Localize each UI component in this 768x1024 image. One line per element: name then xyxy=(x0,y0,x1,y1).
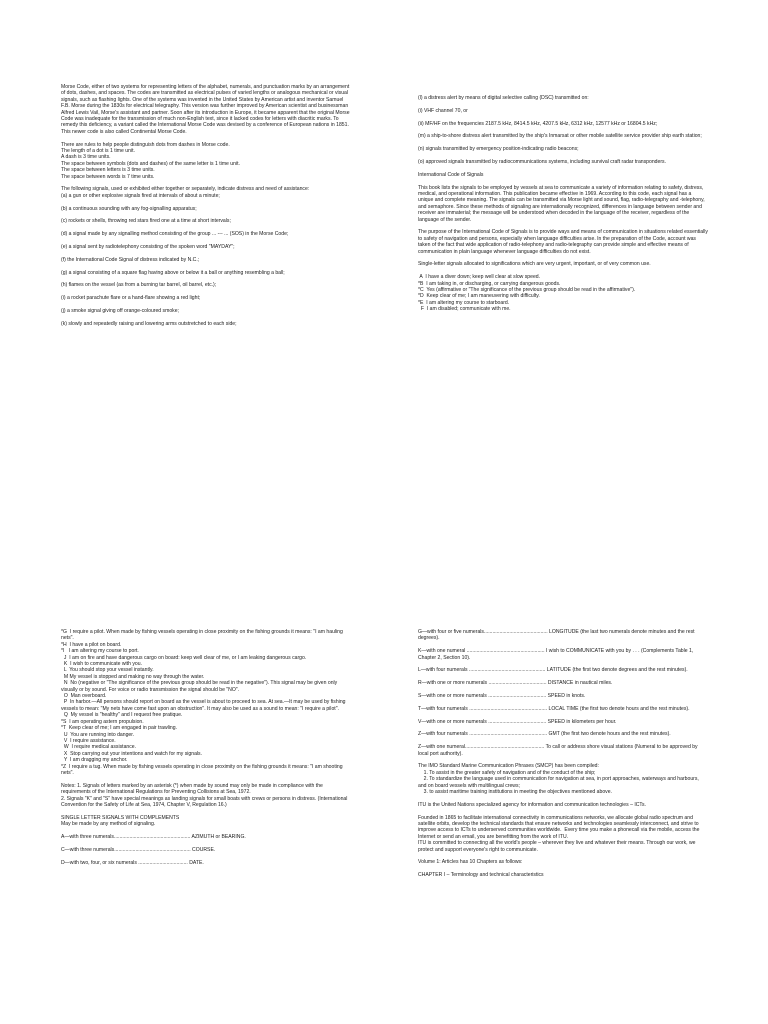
smcp-objectives: The IMO Standard Marine Communication Phrases (SMCP) has been compiled: 1. To assist in the greater safety of navigation and of the conduct of the ship; 2. To standardize the language used in communication for navigation at sea, in port approaches, waterways and harbours, and on board vessels with multilingual crews; 3. to assist maritime training institutions in meeting the objectives mentioned above. xyxy=(418,763,699,796)
complement-c: C—with three numerals...................................................... COURSE. xyxy=(61,846,216,853)
single-letter-intro: Single-letter signals allocated to significations which are very urgent, important, or of very common use. xyxy=(418,261,651,268)
distress-signal-g: (g) a signal consisting of a square flag having above or below it a ball or anything resembling a ball; xyxy=(61,269,285,276)
top-left-column xyxy=(61,84,351,327)
top-right-column xyxy=(418,95,708,313)
complement-v: V—with one or more numerals ......................................... SPEED in kilometers per hour. xyxy=(418,718,617,725)
volume-chapters-intro: Volume 1: Articles has 10 Chapters as follows: xyxy=(418,859,523,866)
distress-signal-j: (j) a smoke signal giving off orange-coloured smoke; xyxy=(61,308,179,315)
bottom-right-column xyxy=(418,629,708,879)
distress-signal-o: (o) approved signals transmitted by radiocommunications systems, including survival craft radar transponders. xyxy=(418,158,667,165)
itu-history: Founded in 1865 to facilitate international connectivity in communications networks, we allocate global radio spectrum and satellite orbits, develop the technical standards that ensure networks and technologies seamlessly interconnect, and strive to improve access to ICTs to underserved communities worldwide. Every time you make a phonecall via the mobile, access the Internet or send an email, you are benefitting from the work of ITU. ITU is committed to connecting all the world's people – wherever they live and whatever their means. Through our work, we protect and support everyone's right to communicate. xyxy=(418,814,700,853)
complement-a: A—with three numerals...................................................... AZIMUTH or BEARING. xyxy=(61,833,246,840)
chapter-one-title: CHAPTER I – Terminology and technical characteristics xyxy=(418,872,544,879)
complement-l: L—with four numerals ...................................................... LATITUDE (the first two denote degrees and the rest minutes). xyxy=(418,667,688,674)
distress-signal-n: (n) signals transmitted by emergency position-indicating radio beacons; xyxy=(418,146,579,153)
code-purpose: The purpose of the International Code of Signals is to provide ways and means of communication in situations related essentially to safety of navigation and persons, especially when language difficulties arise. In the preparation of the Code, account was taken of the fact that wide application of radio-telephony and radio-telegraphy can provide simple and effective means of communication in plain language whenever language difficulties do not exist. xyxy=(418,229,710,255)
single-letter-signals-g-z: *G I require a pilot. When made by fishing vessels operating in close proximity on the fishing grounds it means: "I am hauling nets". *H I have a pilot on board. *I I am altering my course to port. J I am on fire and have dangerous cargo on board: keep well clear of me, or I am leaking dangerous cargo. K I wish to communicate with you. L You should stop your vessel instantly. M My vessel is stopped and making no way through the water. N No (negative or "The significance of the previous group should be read in the negative"). This signal may be given only visually or by sound. For voice or radio transmission the signal should be "NO". O Man overboard. P In harbor.—All persons should report on board as the vessel is about to proceed to sea. At sea.—It may be used by fishing vessels to mean: "My nets have come fast upon an obstruction". It may also be used as a sound to mean: "I require a pilot". Q My vessel is "healthy" and I request free pratique. *S I am operating astern propulsion. *T Keep clear of me; I am engaged in pair trawling. U You are running into danger. V I require assistance. W I require medical assistance. X Stop carrying out your intentions and watch for my signals. Y I am dragging my anchor. *Z I require a tug. When made by fishing vessels operating in close proximity on the fishing grounds it means: "I am shooting nets". xyxy=(61,629,346,776)
single-letter-signals-a-f: A I have a diver down; keep well clear at slow speed. *B I am taking in, or discharging, or carrying dangerous goods. *C Yes (affirmative or "The significance of the previous group should be read in the affirmative"). *D Keep clear of me; I am maneuvering with difficulty. *E I am altering my course to starboard. F I am disabled; communicate with me. xyxy=(418,274,636,313)
complement-t: T—with four numerals ....................................................... LOCAL TIME (the first two denote hours and the rest minutes). xyxy=(418,705,690,712)
signal-notes: Notes: 1. Signals of letters marked by an asterisk (*) when made by sound may only be made in compliance with the requirements of the International Regulations for Preventing Collisions at Sea, 1972. 2. Signals "K" and "S" have special meanings as landing signals for small boats with crews or persons in distress. (International Convention for the Safety of Life at Sea, 1974, Chapter V, Regulation 16.) xyxy=(61,782,348,808)
morse-code-intro: Morse Code, either of two systems for representing letters of the alphabet, numerals, and punctuation marks by an arrangement of dots, dashes, and spaces. The codes are transmitted as electrical pulses of varied lengths or analogous mechanical or visual signals, such as flashing lights. One of the systems was invented in the United States by American artist and inventor Samuel F.B. Morse during the 1830s for electrical telegraphy. This version was further improved by American scientist and businessman Alfred Lewis Vail, Morse's assistant and partner. Soon after its introduction in Europe, it became apparent that the original Morse Code was inadequate for the transmission of much non-English text, since it lacked codes for letters with diacritic marks. To remedy this deficiency, a variant called the International Morse Code was devised by a conference of European nations in 1851. This newer code is also called Continental Morse Code. xyxy=(61,84,351,135)
bottom-left-column xyxy=(61,629,351,866)
morse-timing-rules: There are rules to help people distinguish dots from dashes in Morse code. The length of a dot is 1 time unit. A dash is 3 time units. The space between symbols (dots and dashes) of the same letter is 1 time unit. The space between letters is 3 time units. The space between words is 7 time units. xyxy=(61,141,240,180)
distress-signal-k: (k) slowly and repeatedly raising and lowering arms outstretched to each side; xyxy=(61,320,237,327)
distress-signal-m: (m) a ship-to-shore distress alert transmitted by the ship's Inmarsat or other mobile satellite service provider ship earth station; xyxy=(418,133,702,140)
complement-d: D—with two, four, or six numerals ................................... DATE. xyxy=(61,859,204,866)
code-book-description: This book lists the signals to be employed by vessels at sea to communicate a variety of information relating to safety, distress, medical, and operational information. This publication became effective in 1969. According to this code, each signal has a unique and complete meaning. The signals can be transmitted via Morse light and sound, flag, radio-telegraphy and -telephony, and semaphore. Since these methods of signaling are internationally recognized, differences in language between sender and receiver are immaterial; the message will be understood when decoded in the language of the receiver, regardless of the language of the sender. xyxy=(418,184,707,223)
distress-signal-l-i: (i) VHF channel 70, or xyxy=(418,107,468,114)
complements-heading: SINGLE LETTER SIGNALS WITH COMPLEMENTS May be made by any method of signaling. xyxy=(61,814,180,828)
distress-signal-e: (e) a signal sent by radiotelephony consisting of the spoken word "MAYDAY"; xyxy=(61,244,235,251)
complement-z-four: Z—with four numerals ....................................................... GMT (the first two denote hours and the rest minutes). xyxy=(418,731,671,738)
complement-k: K—with one numeral ....................................................... I wish to COMMUNICATE with you by . . . (Complements Table 1, Chapter 2, Section 10). xyxy=(418,648,695,661)
distress-signal-b: (b) a continuous sounding with any fog-signalling apparatus; xyxy=(61,205,197,212)
complement-z-one: Z—with one numeral........................................................ To call or address shore visual stations (Numeral to be approved by local port authority). xyxy=(418,744,700,757)
section-heading-international-code: International Code of Signals xyxy=(418,171,484,178)
complement-r: R—with one or more numerals ......................................... DISTANCE in nautical miles. xyxy=(418,680,613,687)
itu-definition: ITU is the United Nations specialized agency for information and communication technologies – ICTs. xyxy=(418,801,646,808)
complement-g: G—with four or five numerals............................................. LONGITUDE (the last two numerals denote minutes and the rest degrees). xyxy=(418,629,696,642)
distress-signal-h: (h) flames on the vessel (as from a burning tar barrel, oil barrel, etc.); xyxy=(61,282,217,289)
distress-signal-c: (c) rockets or shells, throwing red stars fired one at a time at short intervals; xyxy=(61,218,231,225)
distress-signal-i: (i) a rocket parachute flare or a hand-flare showing a red light; xyxy=(61,295,201,302)
complement-s: S—with one or more numerals ......................................... SPEED in knots. xyxy=(418,693,586,699)
distress-signal-l: (l) a distress alert by means of digital selective calling (DSC) transmitted on: xyxy=(418,95,589,101)
distress-signal-l-ii: (ii) MF/HF on the frequencies 2187.5 kHz, 8414.5 kHz, 4207.5 kHz, 6312 kHz, 12577 kHz or 16804.5 kHz; xyxy=(418,120,658,127)
distress-signal-f: (f) the International Code Signal of distress indicated by N.C.; xyxy=(61,256,200,263)
distress-signal-a: The following signals, used or exhibited either together or separately, indicate distress and need of assistance: (a) a gun or other explosive signals fired at intervals of about a minute; xyxy=(61,186,310,199)
distress-signal-d: (d) a signal made by any signalling method consisting of the group ... --- ... (SOS) in the Morse Code; xyxy=(61,231,289,238)
